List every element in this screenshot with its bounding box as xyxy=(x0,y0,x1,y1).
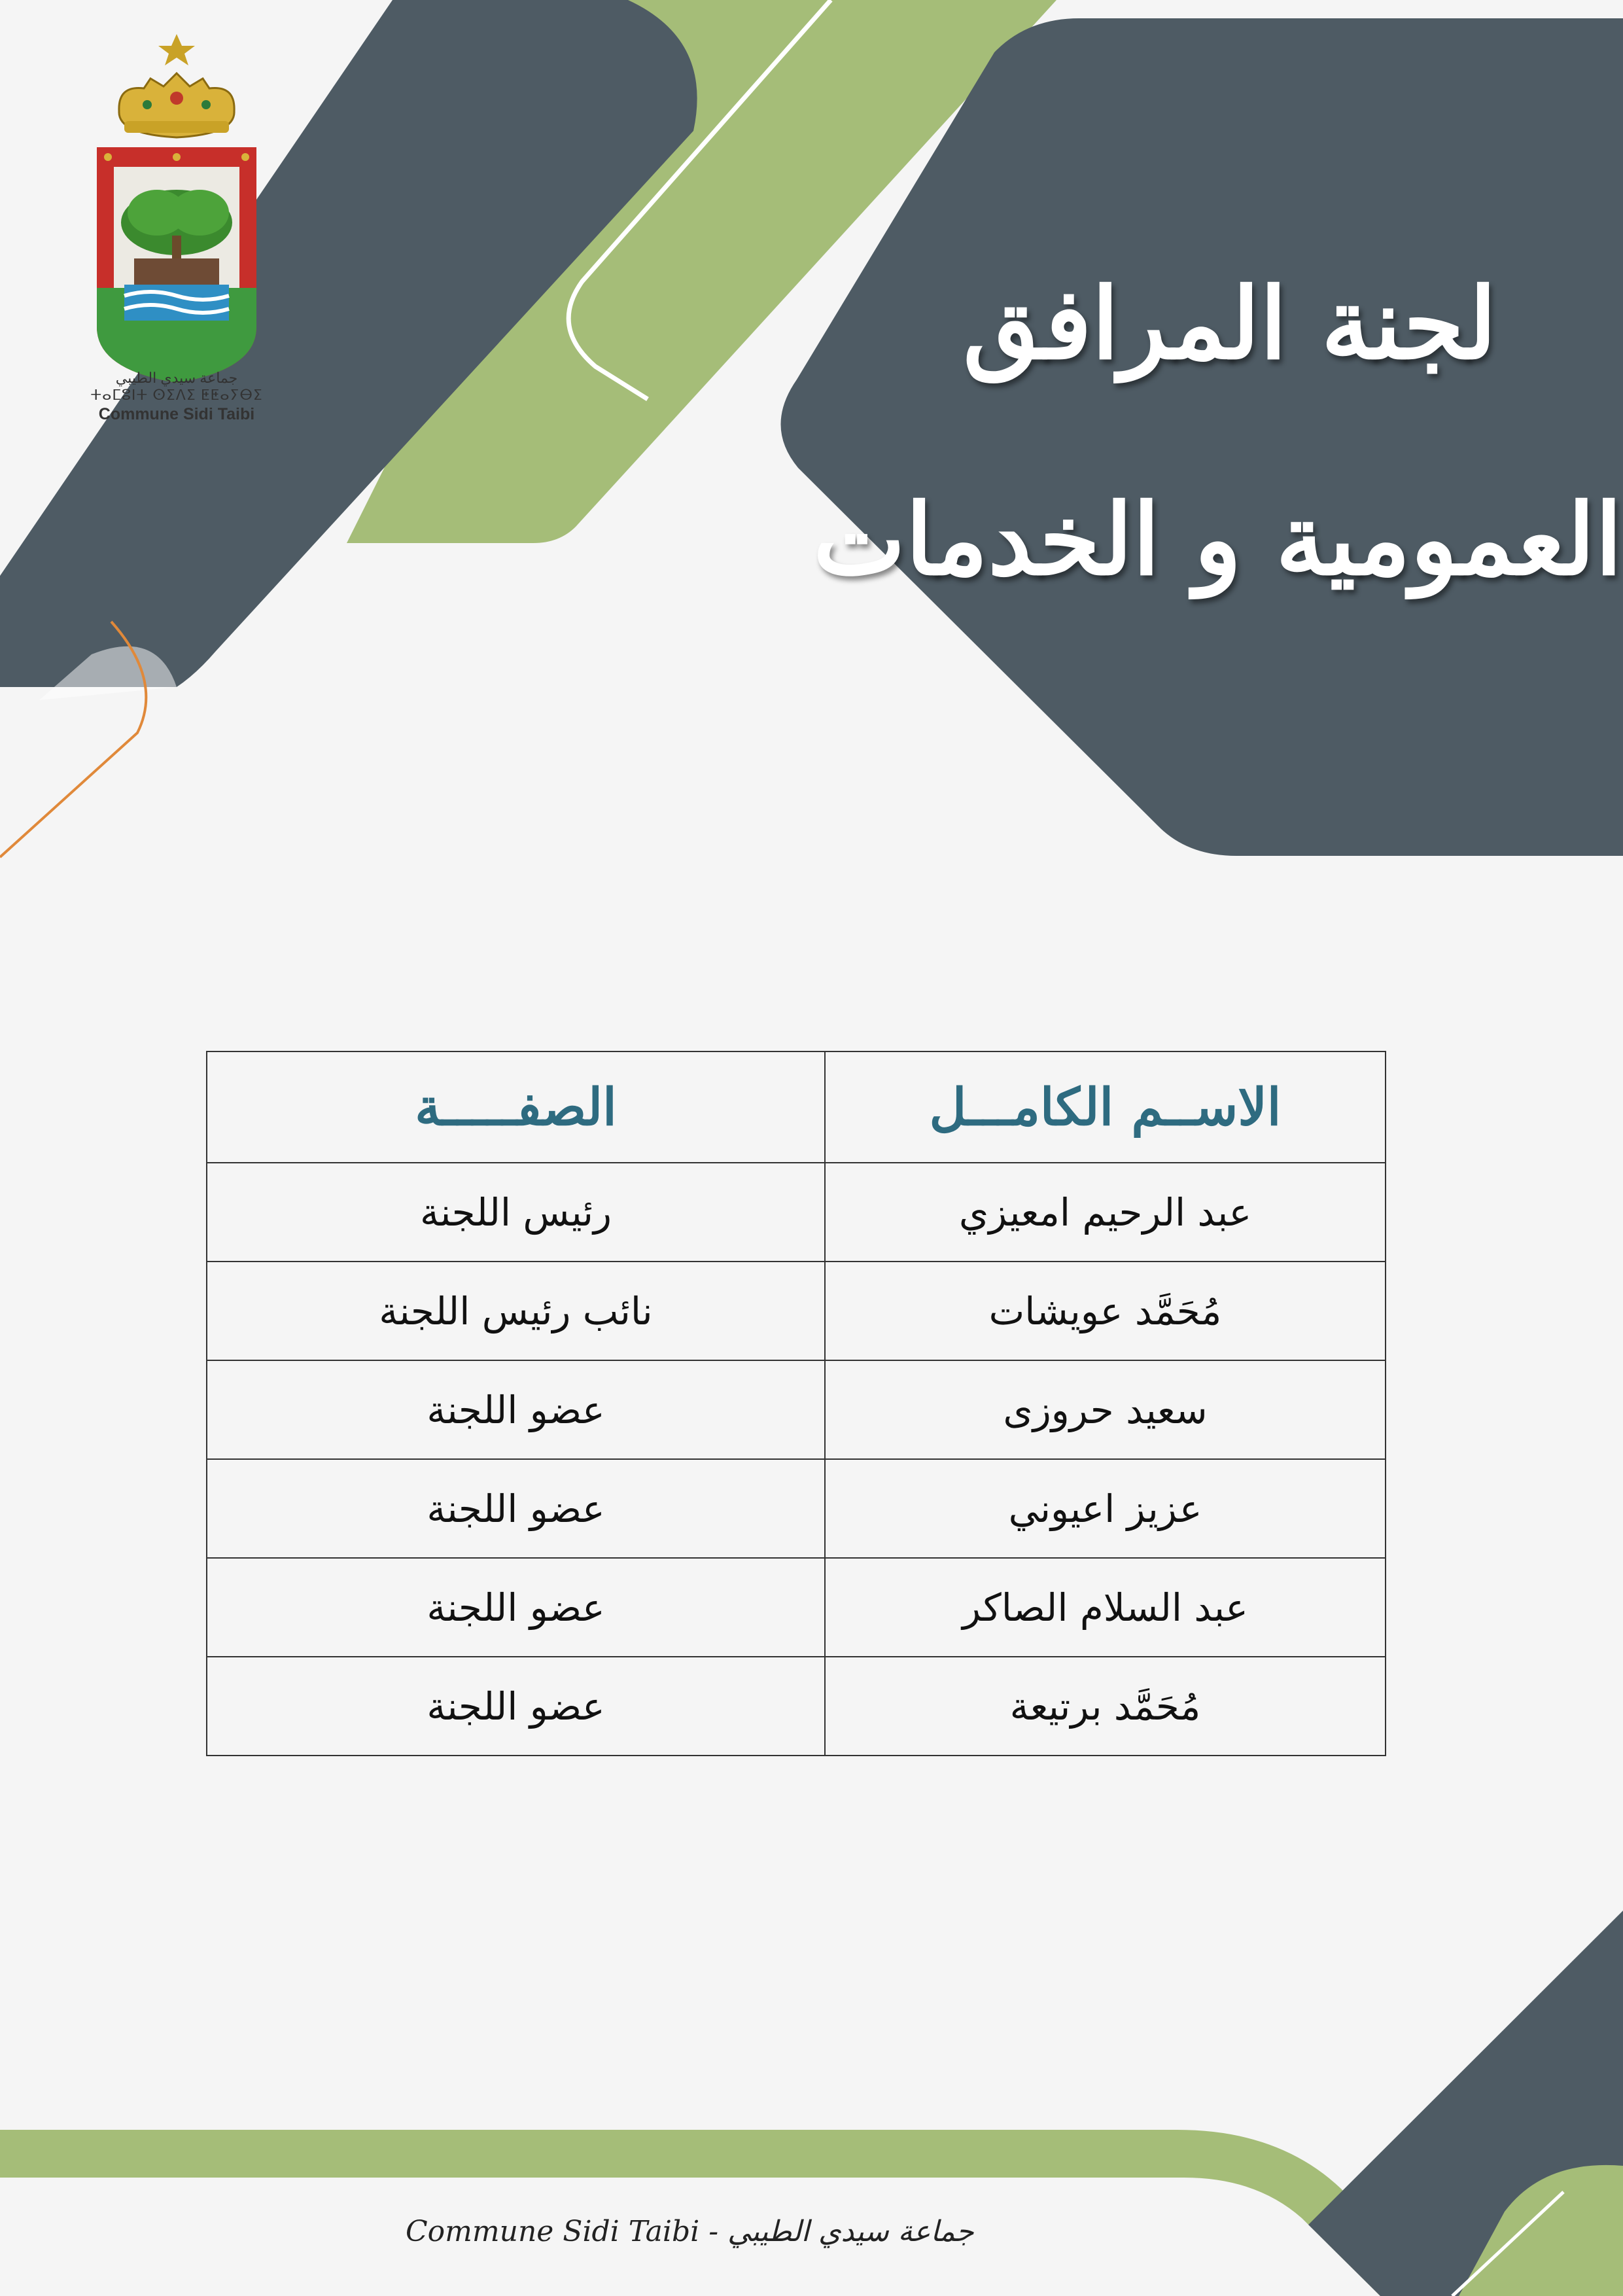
title-line-1: لجنة المرافق xyxy=(963,266,1497,381)
member-role: عضو اللجنة xyxy=(207,1657,825,1756)
member-name: عزيز اعيوني xyxy=(825,1459,1386,1558)
table-row xyxy=(207,1657,1386,1756)
page-title xyxy=(812,216,1622,648)
member-name: مُحَمَّد برتيعة xyxy=(825,1657,1386,1756)
member-role: رئيس اللجنة xyxy=(207,1163,825,1262)
member-role: عضو اللجنة xyxy=(207,1558,825,1657)
member-name: سعيد حروزى xyxy=(825,1360,1386,1459)
table-row xyxy=(207,1459,1386,1558)
logo-caption xyxy=(79,370,275,424)
table-row xyxy=(207,1360,1386,1459)
title-line-2: العمومية و الخدمات xyxy=(812,482,1622,597)
member-role: عضو اللجنة xyxy=(207,1459,825,1558)
header-role: الصفـــــة xyxy=(207,1051,825,1163)
logo-tifinagh-name: ⵜⴰⵎⵓⵏⵜ ⵙⵉⴷⵉ ⵟⵟⴰⵢⴱⵉ xyxy=(90,387,263,404)
table-header-row xyxy=(207,1051,1386,1163)
member-name: عبد الرحيم امعيزي xyxy=(825,1163,1386,1262)
table-row xyxy=(207,1262,1386,1360)
table-row xyxy=(207,1163,1386,1262)
member-name: مُحَمَّد عويشات xyxy=(825,1262,1386,1360)
member-name: عبد السلام الصاكر xyxy=(825,1558,1386,1657)
member-role: نائب رئيس اللجنة xyxy=(207,1262,825,1360)
logo-french-name: Commune Sidi Taibi xyxy=(98,404,255,423)
header-full-name: الاســم الكامـــل xyxy=(825,1051,1386,1163)
logo-arabic-name: جماعة سيدي الطيبي xyxy=(115,370,238,386)
footer-commune-name: Commune Sidi Taibi - جماعة سيدي الطيبي xyxy=(406,2215,974,2248)
committee-members-table xyxy=(206,1051,1386,1756)
member-role: عضو اللجنة xyxy=(207,1360,825,1459)
table-row xyxy=(207,1558,1386,1657)
